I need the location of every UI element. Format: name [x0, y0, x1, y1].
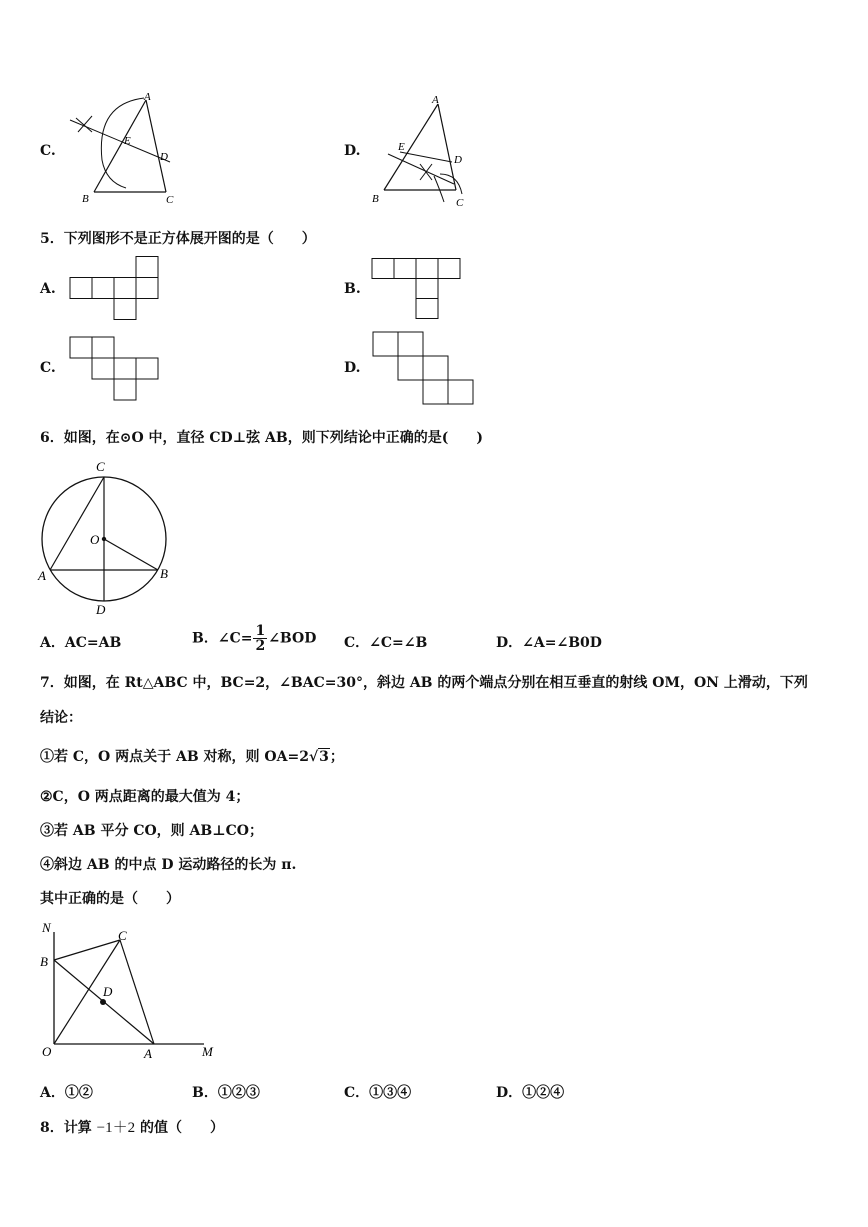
q7-option-a[interactable]: A．①②	[40, 1085, 93, 1101]
q7-s1-radicand: 3	[319, 749, 329, 765]
q7-s1-coef: 2	[299, 749, 309, 765]
q8-stem	[40, 1116, 224, 1137]
q4c-label-b: B	[82, 193, 89, 205]
q7-stem-line2: 结论：	[40, 710, 82, 726]
q7-statement-3: ③若 AB 平分 CO，则 AB⊥CO；	[40, 823, 264, 839]
q6-label-d: D	[96, 602, 106, 617]
q7-label-a: A	[144, 1046, 152, 1061]
q7-label-b: B	[40, 954, 48, 969]
q4c-label-d: D	[160, 151, 168, 163]
q5-option-d-label[interactable]: D.	[344, 360, 361, 376]
q6-circle-figure	[34, 456, 174, 618]
q7-stem-line1: 7．如图，在 Rt△ABC 中，BC=2，∠BAC=30°，斜边 AB 的两个端点分别在相互垂直的射线 OM，ON 上滑动，下列	[40, 675, 808, 691]
q4d-label-b: B	[372, 193, 379, 205]
q5-option-a-label[interactable]: A.	[40, 281, 56, 297]
q5-net-c	[68, 336, 160, 402]
q7-option-d[interactable]: D．①②④	[496, 1085, 565, 1101]
q6-label-c: C	[96, 459, 105, 474]
q7-option-b[interactable]: B．①②③	[192, 1085, 260, 1101]
q7-question: 其中正确的是（ ）	[40, 891, 180, 907]
q5-net-a	[68, 256, 160, 322]
q4c-label-a: A	[144, 91, 151, 103]
q6-option-a[interactable]: A．AC=AB	[40, 635, 122, 651]
q7-s1-post: ；	[329, 749, 344, 765]
q7-label-c: C	[118, 928, 127, 943]
q8-stem-post: 的值（ ）	[139, 1120, 224, 1136]
q7-figure	[36, 918, 226, 1068]
q6-label-b: B	[160, 566, 168, 581]
q6-option-b-denominator: 2	[255, 638, 266, 654]
q8-stem-pre: 8．计算	[40, 1120, 92, 1136]
q6-option-b[interactable]	[192, 624, 316, 653]
q6-label-o: O	[90, 532, 100, 547]
q6-option-c[interactable]: C．∠C=∠B	[344, 635, 428, 651]
q6-option-b-numerator: 1	[255, 623, 266, 639]
q6-option-b-fraction	[253, 624, 267, 653]
q4-option-c-label[interactable]: C.	[40, 143, 56, 159]
q7-option-c[interactable]: C．①③④	[344, 1085, 412, 1101]
q7-label-m: M	[202, 1044, 213, 1059]
q4-option-d-label[interactable]: D.	[344, 143, 361, 159]
q7-label-d: D	[103, 984, 113, 999]
q5-option-b-label[interactable]: B.	[344, 281, 361, 297]
q4d-label-e: E	[398, 141, 405, 153]
q6-option-d[interactable]: D．∠A=∠B0D	[496, 635, 602, 651]
q4d-label-d: D	[454, 154, 462, 166]
q7-s1-pre: ①若 C，O 两点关于 AB 对称，则 OA=	[40, 749, 300, 765]
q7-statement-2: ②C，O 两点距离的最大值为 4；	[40, 789, 250, 805]
q4d-label-c: C	[456, 197, 464, 209]
q7-statement-1	[40, 746, 344, 766]
q7-statement-4: ④斜边 AB 的中点 D 运动路径的长为 π.	[40, 857, 297, 873]
q7-label-n: N	[42, 920, 51, 935]
q4-figure-c	[66, 90, 186, 212]
q5-stem: 5．下列图形不是正方体展开图的是（ ）	[40, 231, 316, 247]
q5-net-d	[372, 331, 476, 405]
q4-figure-d	[368, 90, 478, 212]
radical-icon: √	[308, 749, 319, 765]
q6-stem: 6．如图，在⊙O 中，直径 CD⊥弦 AB，则下列结论中正确的是( )	[40, 430, 483, 446]
q7-label-o: O	[42, 1044, 52, 1059]
q6-option-b-post: ∠BOD	[268, 630, 317, 647]
q6-option-b-pre: B．∠C=	[192, 630, 253, 647]
q4c-label-c: C	[166, 194, 174, 206]
q8-expression: −1＋2	[96, 1120, 136, 1136]
q4c-label-e: E	[124, 135, 131, 147]
q5-option-c-label[interactable]: C.	[40, 360, 56, 376]
q4d-label-a: A	[432, 94, 439, 106]
q6-label-a: A	[38, 568, 46, 583]
q5-net-b	[371, 258, 461, 320]
